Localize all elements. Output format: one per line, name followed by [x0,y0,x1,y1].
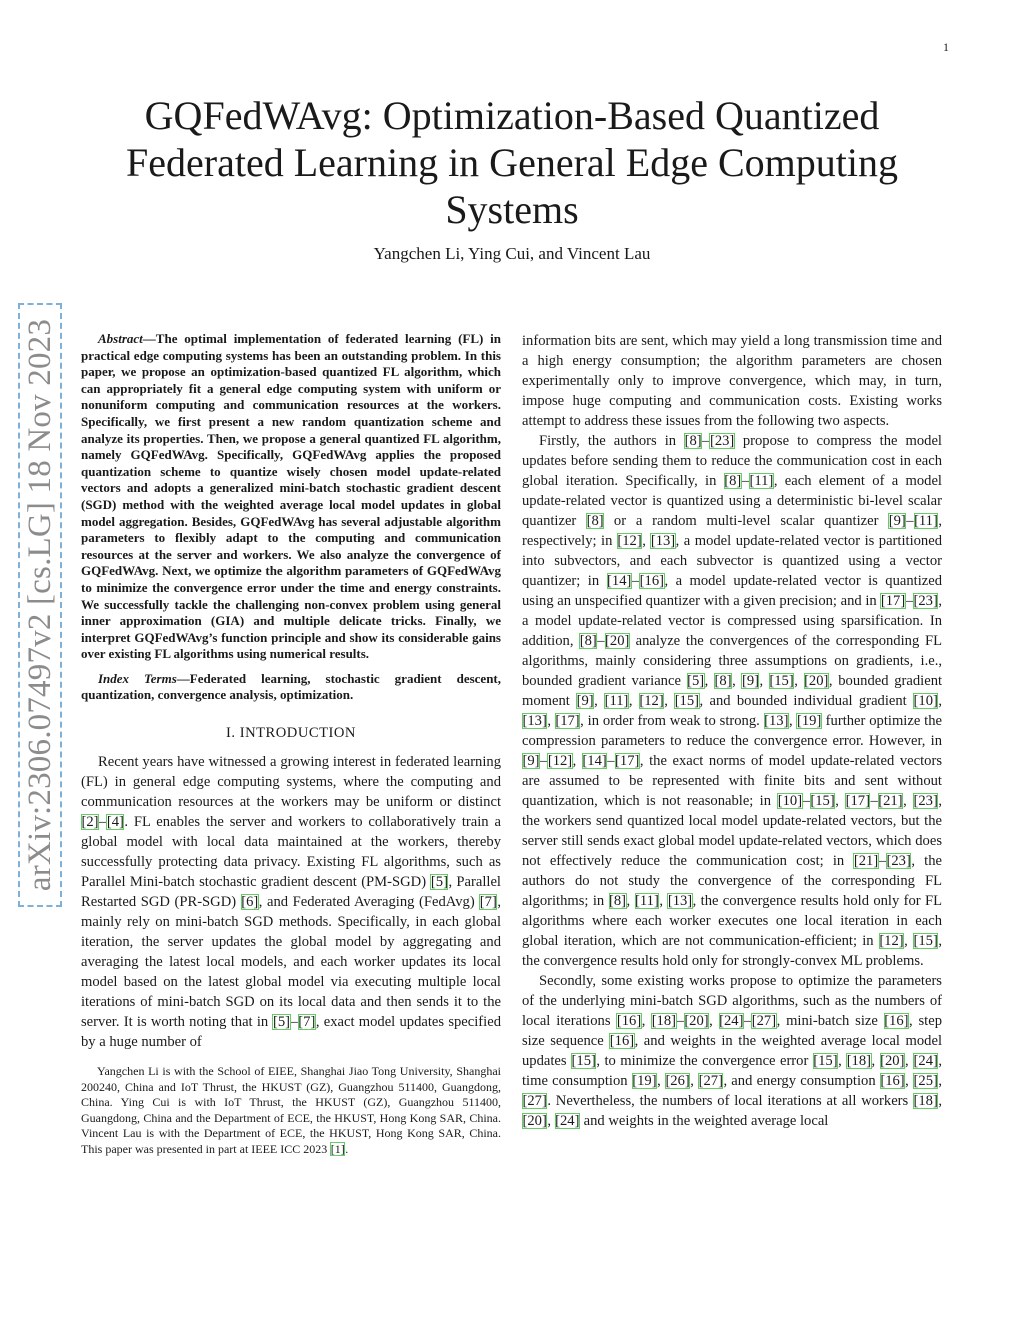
citation-link[interactable]: [16] [639,573,664,589]
citation-link[interactable]: [20] [880,1053,905,1069]
right-paragraph-continued: information bits are sent, which may yield a long transmission time and a high energy consumption; the algorithm parameters are chosen experimentally only to improve convergence, which may, in turn, impose huge computing and communication costs. Existing works attempt to address these issues from the following two aspects. [522,333,942,429]
citation-link[interactable]: [12] [547,753,573,769]
citation-link[interactable]: [19] [632,1073,657,1089]
citation-link[interactable]: [11] [914,513,938,529]
citation-link[interactable]: [24] [719,1013,744,1029]
citation-link[interactable]: [23] [886,853,911,869]
citation-link[interactable]: [20] [804,673,829,689]
citation-link[interactable]: [20] [522,1113,547,1129]
right-paragraph-secondly: Secondly, some existing works propose to optimize the parameters of the underlying mini-batch SGD algorithms, such as the numbers of local iterations [16], [18]–[20], [24]–[27], mini-batch size [16], step size sequence [16], and weights in the weighted average local model updates [15], to minimize the convergence error [15], [18], [20], [24], time consumption [19], [26], [27], and energy consumption [16], [25], [27]. Nevertheless, the numbers of local iterations at all workers [18], [20], [24] and weights in the weighted average local [522,973,943,1129]
citation-link[interactable]: [20] [684,1013,709,1029]
citation-link[interactable]: [17] [845,793,870,809]
citation-link[interactable]: [5] [687,673,705,689]
citation-link[interactable]: [21] [878,793,903,809]
citation-link[interactable]: [23] [913,793,938,809]
citation-link[interactable]: [9] [888,513,906,529]
author-list: Yangchen Li, Ying Cui, and Vincent Lau [373,244,651,263]
citation-link[interactable]: [5] [430,874,448,891]
citation-link[interactable]: [23] [709,433,735,449]
citation-link[interactable]: [26] [665,1073,690,1089]
citation-link[interactable]: [18] [913,1093,938,1109]
citation-link[interactable]: [7] [479,894,497,911]
citation-link[interactable]: [24] [555,1113,580,1129]
citation-link[interactable]: [2] [81,814,99,831]
citation-link[interactable]: [11] [749,473,774,489]
citation-link[interactable]: [24] [913,1053,938,1069]
citation-link[interactable]: [17] [880,593,906,609]
citation-link[interactable]: [5] [272,1014,290,1031]
right-paragraph-firstly: Firstly, the authors in [8]–[23] propose to compress the model updates before sending them to reduce the communication cost in each global iteration. Specifically, in [8]–[11], each element of a model update-related vector is quantized using a deterministic bi-level scalar quantizer [8] or a random multi-level scalar quantizer [9]–[11], respectively; in [12], [13], a model update-related vector is partitioned into subvectors, and each subvector is quantized using a vector quantizer; in [14]–[16], a model update-related vector is quantized using an unspecified quantizer with a given precision; and in [17]–[23], a model update-related vector is compressed using sparsification. In addition, [8]–[20] analyze the convergences of the corresponding FL algorithms, mainly considering three assumptions on gradients, i.e., bounded gradient variance [5], [8], [9], [15], [20], bounded gradient moment [9], [11], [12], [15], and bounded individual gradient [10], [13], [17], in order from weak to strong. [13], [19] further optimize the compression parameters to reduce the convergence error. However, in [9]–[12], [14]–[17], the exact norms of model update-related vectors are assumed to be represented with finite bits and sent without quantization, which is not reasonable; in [10]–[15], [17]–[21], [23], the workers send quantized local model update-related vectors, but the server still sends exact global model update-related vectors, which does not effectively reduce the communication cost; in [21]–[23], the authors do not study the convergence of the corresponding FL algorithms; in [8], [11], [13], the convergence results hold only for FL algorithms where each worker executes one local iteration in each global iteration, which are not communication-efficient; in [12], [15], the convergence results hold only for strongly-convex ML problems. [522,433,943,969]
citation-link[interactable]: [7] [298,1014,316,1031]
abstract [81,331,501,663]
right-column [522,331,942,1131]
citation-link[interactable]: [8] [714,673,732,689]
citation-link[interactable]: [8] [609,893,627,909]
citation-link[interactable]: [8] [586,513,604,529]
citation-link[interactable]: [15] [810,793,835,809]
citation-link[interactable]: [4] [106,814,124,831]
citation-link[interactable]: [15] [674,693,700,709]
citation-link[interactable]: [12] [639,693,664,709]
citation-link[interactable]: [12] [617,533,642,549]
citation-link[interactable]: [19] [796,713,822,729]
index-terms-text: —Federated learning, stochastic gradient descent, quantization, convergence analysis, optimization. [81,670,502,703]
citation-link[interactable]: [1] [330,1141,345,1156]
citation-link[interactable]: [8] [579,633,597,649]
citation-link[interactable]: [17] [615,753,640,769]
citation-link[interactable]: [27] [751,1013,777,1029]
section-heading-introduction [81,723,501,743]
index-terms [81,671,501,704]
citation-link[interactable]: [9] [741,673,759,689]
citation-link[interactable]: [13] [522,713,547,729]
citation-link[interactable]: [11] [604,693,629,709]
citation-link[interactable]: [13] [764,713,789,729]
section-numeral: I. [226,725,240,742]
abstract-text: —The optimal implementation of federated learning (FL) in practical edge computing systems has been an outstanding problem. In this paper, we propose an optimization-based quantized FL algorithm, which can appropriately fit a general edge computing system with uniform or nonuniform computing and communication resources at the workers. Specifically, we first present a new random quantization scheme and analyze its properties. Then, we propose a general quantized FL algorithm, namely GQFedWAvg. Specifically, GQFedWAvg applies the proposed quantization scheme to quantize wisely chosen model update-related vectors and adopts a generalized mini-batch stochastic gradient descent (SGD) method with the weighted average local model updates in global model aggregation. Besides, GQFedWAvg has several adjustable algorithm parameters to flexibly adapt to the computing and communication resources at the server and workers. We also analyze the convergence of GQFedWAvg. Next, we optimize the algorithm parameters of GQFedWAvg to minimize the convergence error under the time and energy constraints. We successfully tackle the challenging non-convex problem using general inner approximation (GIA) and multiple delicate tricks. Finally, we interpret GQFedWAvg’s function principle and show its considerable gains over existing FL algorithms using numerical results. [81,331,501,662]
citation-link[interactable]: [11] [635,893,659,909]
citation-link[interactable]: [27] [698,1073,723,1089]
citation-link[interactable]: [15] [813,1053,838,1069]
citation-link[interactable]: [14] [582,753,607,769]
abstract-label: Abstract [98,331,143,346]
citation-link[interactable]: [16] [616,1013,642,1029]
section-title-rest: NTRODUCTION [245,725,356,742]
citation-link[interactable]: [8] [724,473,742,489]
citation-link[interactable]: [16] [880,1073,905,1089]
citation-link[interactable]: [18] [651,1013,677,1029]
citation-link[interactable]: [23] [913,593,938,609]
citation-link[interactable]: [18] [846,1053,872,1069]
citation-link[interactable]: [15] [913,933,938,949]
citation-link[interactable]: [9] [576,693,594,709]
citation-link[interactable]: [10] [777,793,803,809]
citation-link[interactable]: [8] [684,433,702,449]
author-footnote: Yangchen Li is with the School of EIEE, Shanghai Jiao Tong University, Shanghai 200240, China and IoT Thrust, the HKUST (GZ), Guangzhou 511400, Guangdong, China. Ying Cui is with IoT Thrust, the HKUST (GZ), Guangzhou 511400, Guangdong, China and the Department of ECE, the HKUST, Hong Kong SAR, China. Vincent Lau is with the Department of ECE, the HKUST, Hong Kong SAR, China. This paper was presented in part at IEEE ICC 2023 [1]. [81,1064,501,1156]
citation-link[interactable]: [10] [913,693,938,709]
index-terms-label: Index Terms [98,670,177,686]
citation-link[interactable]: [21] [853,853,879,869]
citation-link[interactable]: [12] [879,933,904,949]
left-column [81,331,501,1157]
citation-link[interactable]: [27] [522,1093,547,1109]
citation-link[interactable]: [15] [769,673,794,689]
citation-link[interactable]: [15] [571,1053,596,1069]
citation-link[interactable]: [17] [555,713,580,729]
arxiv-identifier-stamp[interactable]: arXiv:2306.07497v2 [cs.LG] 18 Nov 2023 [20,305,60,905]
citation-link[interactable]: [13] [667,893,693,909]
citation-link[interactable]: [9] [522,753,540,769]
citation-link[interactable]: [16] [884,1013,909,1029]
page-number: 1 [943,40,949,54]
citation-link[interactable]: [6] [241,894,259,911]
citation-link[interactable]: [16] [609,1033,635,1049]
citation-link[interactable]: [25] [913,1073,938,1089]
intro-paragraph: Recent years have witnessed a growing interest in federated learning (FL) in general edge computing systems, where the computing and communication resources at the workers may be uniform or distinct [2]–[4]. FL enables the server and workers to collaboratively train a global model with local data maintained at the workers, thereby successfully protecting data privacy. Existing FL algorithms, such as Parallel Mini-batch stochastic gradient descent (PM-SGD) [5], Parallel Restarted SGD (PR-SGD) [6], and Federated Averaging (FedAvg) [7], mainly rely on mini-batch SGD methods. Specifically, in each global iteration, the server updates the global model by aggregating and averaging the latest local models, and each worker updates its local model based on the latest global model via executing multiple local iterations of mini-batch SGD on its local data and then sends it to the server. It is worth noting that in [5]–[7], exact model updates specified by a huge number of [81,754,501,1051]
citation-link[interactable]: [13] [650,533,676,549]
paper-title: GQFedWAvg: Optimization-Based Quantized Federated Learning in General Edge Computing Systems [126,93,898,232]
section-first-letter: I [239,725,246,742]
citation-link[interactable]: [20] [605,633,630,649]
citation-link[interactable]: [14] [607,573,632,589]
